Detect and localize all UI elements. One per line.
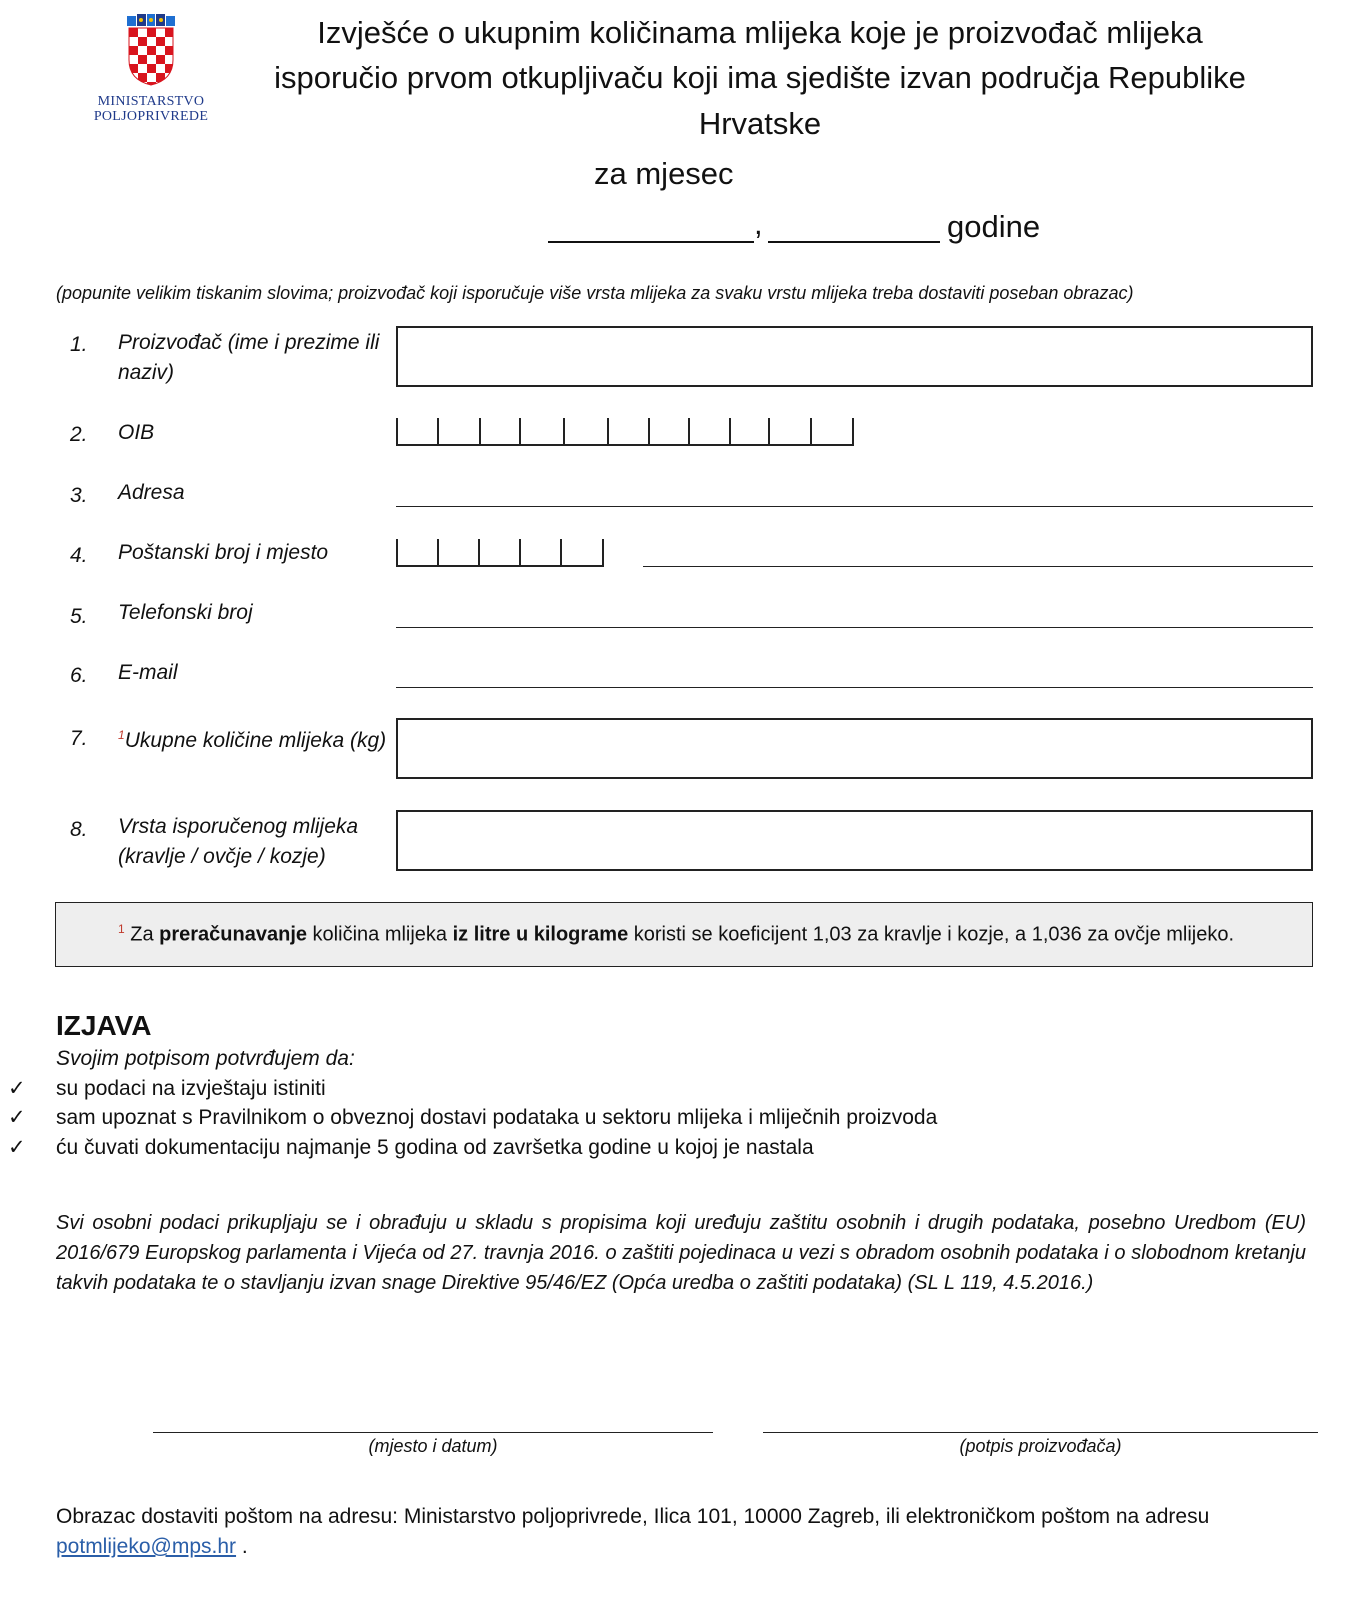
declaration-heading: IZJAVA [56,1010,152,1041]
footer-text: Obrazac dostaviti poštom na adresu: Ministarstvo poljoprivrede, Ilica 101, 10000 Zagreb, ili elektroničkom poštom na adresu [56,1505,1210,1528]
declaration-item-text: su podaci na izvještaju istiniti [56,1077,326,1100]
year-label: godine [947,209,1041,244]
instruction-text: (popunite velikim tiskanim slovima; proizvođač koji isporučuje više vrsta mlijeka za svaku vrstu mlijeka treba dostaviti poseban obrazac) [56,283,1134,303]
logo-line1: MINISTARSTVO [97,94,205,109]
declaration-item-text: sam upoznat s Pravilnikom o obveznoj dostavi podataka u sektoru mlijeka i mliječnih proizvoda [56,1106,938,1129]
milk-type-input[interactable] [396,810,1313,871]
email-input[interactable] [396,687,1313,688]
ministry-logo [86,14,216,132]
postal-code-input[interactable] [396,539,604,567]
place-date-line[interactable] [153,1432,713,1433]
note-part: koristi se koeficijent 1,03 za kravlje i kozje, a 1,036 za ovčje mlijeko. [628,923,1235,946]
month-blank[interactable] [548,241,754,243]
signature-line[interactable] [763,1432,1318,1433]
email-link[interactable]: potmlijeko@mps.hr [56,1535,237,1558]
declaration-item-text: ću čuvati dokumentaciju najmanje 5 godina od završetka godine u kojoj je nastala [56,1136,814,1159]
conversion-note-text [118,922,1234,947]
note-bold: preračunavanje [159,923,307,946]
field-number: 6. [70,664,88,687]
declaration-subheading: Svojim potpisom potvrđujem da: [56,1047,355,1070]
field-label-address: Adresa [118,481,185,504]
field-number: 5. [70,605,88,628]
title-line-1: Izvješće o ukupnim količinama mlijeka koje je proizvođač mlijeka [317,15,1203,50]
submission-instructions [56,1502,1316,1562]
city-input[interactable] [643,566,1313,567]
checkmark-icon: ✓ [8,1077,26,1100]
phone-input[interactable] [396,627,1313,628]
title-line-2: isporučio prvom otkupljivaču koji ima sjedište izvan područja Republike [274,60,1246,95]
title-line-3: Hrvatske [698,106,822,141]
checkmark-icon: ✓ [8,1136,26,1159]
field-label-quantity [118,720,388,756]
signature-caption: (potpis proizvođača) [959,1436,1122,1456]
quantity-label-text: Ukupne količine mlijeka (kg) [124,729,387,752]
place-date-caption: (mjesto i datum) [368,1436,498,1456]
footnote-marker: 1 [118,922,125,936]
declaration-item [8,1135,814,1160]
note-part: količina mlijeka [307,923,453,946]
year-blank[interactable] [768,241,940,243]
gdpr-notice: Svi osobni podaci prikupljaju se i obrađuju u skladu s propisima koji uređuju zaštitu osobnih i drugih podataka, posebno Uredbom (EU) 2016/679 Europskog parlamenta i Vijeća od 27. travnja 2016. o zaštiti pojedinaca u vezi s obradom osobnih podataka i o slobodnom kretanju takvih podataka te o stavljanju izvan snage Direktive 95/46/EZ (Opća uredba o zaštiti podataka) (SL L 119, 4.5.2016.) [56,1212,1306,1294]
oib-input[interactable] [396,418,854,446]
producer-name-input[interactable] [396,326,1313,387]
field-number: 3. [70,484,88,507]
field-label-email: E-mail [118,661,178,684]
month-label: za mjesec [594,156,734,191]
note-bold: iz litre u kilograme [452,923,629,946]
conversion-note [55,902,1313,967]
footer-end: . [236,1535,248,1558]
field-number: 7. [70,727,88,750]
field-number: 1. [70,333,88,356]
note-part: Za [124,923,160,946]
address-input[interactable] [396,506,1313,507]
footnote-marker: 1 [118,728,125,742]
checkmark-icon: ✓ [8,1106,26,1129]
logo-line2: POLJOPRIVREDE [93,109,209,124]
field-number: 4. [70,544,88,567]
field-label-oib: OIB [118,421,155,444]
field-label-milk-type: Vrsta isporučenog mlijeka (kravlje / ovčje / kozje) [118,815,359,868]
field-label-phone: Telefonski broj [118,601,253,624]
quantity-input[interactable] [396,718,1313,779]
field-label-postal: Poštanski broj i mjesto [118,541,329,564]
field-number: 8. [70,818,88,841]
comma: , [754,206,763,241]
croatian-coat-of-arms-icon [125,14,177,86]
declaration-item [8,1105,937,1130]
declaration-item [8,1076,326,1101]
field-label-producer: Proizvođač (ime i prezime ili naziv) [118,331,380,384]
field-number: 2. [70,423,88,446]
